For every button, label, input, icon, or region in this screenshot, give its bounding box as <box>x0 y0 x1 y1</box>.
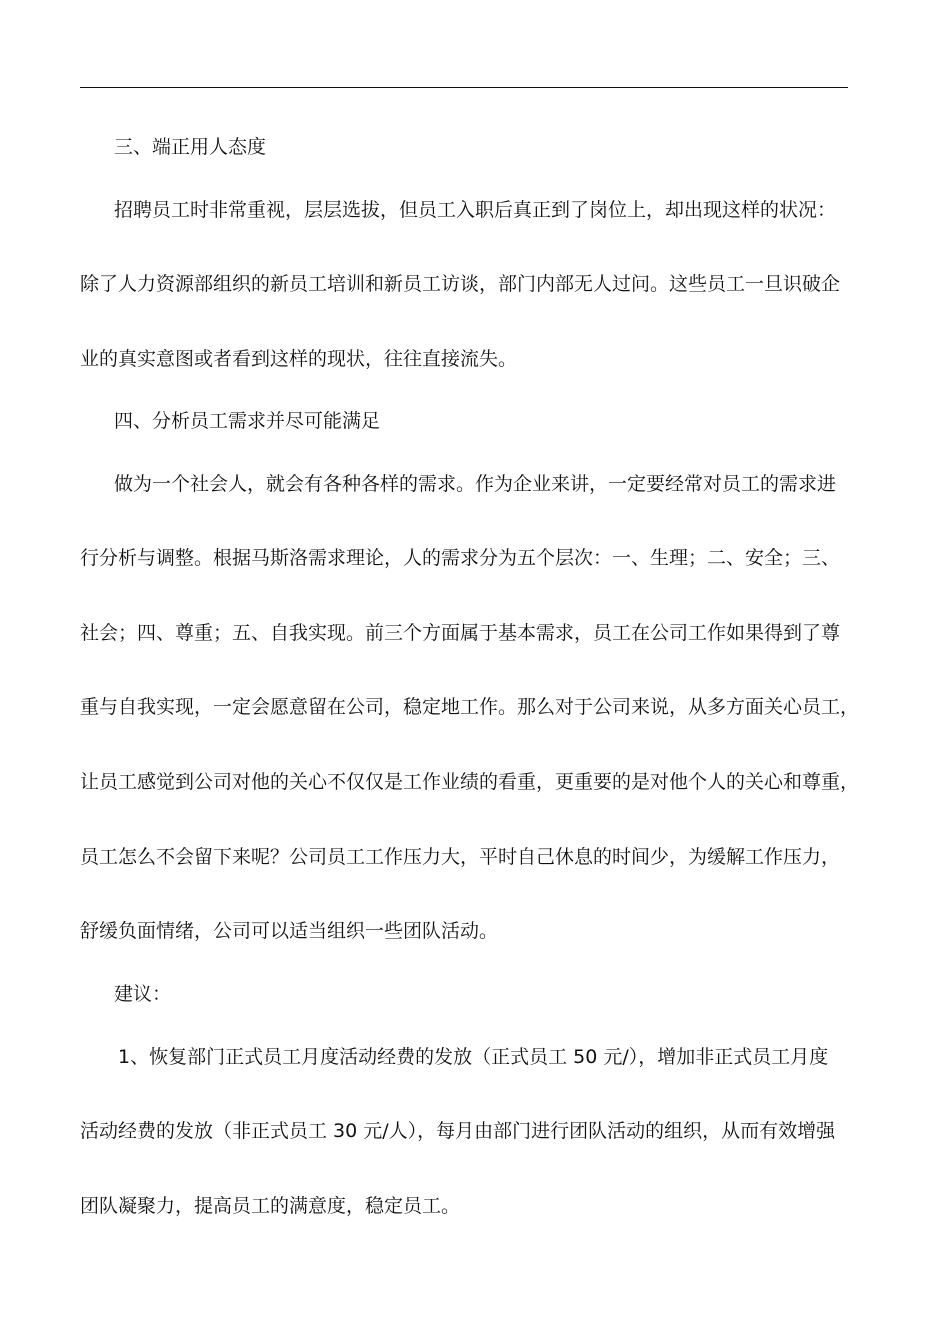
suggestion-heading: 建议： <box>114 983 172 1005</box>
paragraph-line: 行分析与调整。根据马斯洛需求理论，人的需求分为五个层次：一、生理；二、安全；三、 <box>80 547 841 569</box>
paragraph-line: 让员工感觉到公司对他的关心不仅仅是工作业绩的看重，更重要的是对他个人的关心和尊重， <box>80 771 860 793</box>
section-heading-4: 四、分析员工需求并尽可能满足 <box>114 410 381 432</box>
paragraph-line: 员工怎么不会留下来呢？公司员工工作压力大，平时自己休息的时间少，为缓解工作压力， <box>80 846 841 868</box>
paragraph-line: 招聘员工时非常重视，层层选拔，但员工入职后真正到了岗位上，却出现这样的状况： <box>114 199 837 221</box>
paragraph-line: 活动经费的发放（非正式员工 30 元/人），每月由部门进行团队活动的组织，从而有效增强 <box>80 1120 836 1142</box>
paragraph-line: 做为一个社会人，就会有各种各样的需求。作为企业来讲，一定要经常对员工的需求进 <box>114 473 837 495</box>
paragraph-line: 业的真实意图或者看到这样的现状，往往直接流失。 <box>80 348 518 370</box>
paragraph-line: 团队凝聚力，提高员工的满意度，稳定员工。 <box>80 1195 461 1217</box>
paragraph-line: 除了人力资源部组织的新员工培训和新员工访谈，部门内部无人过问。这些员工一旦识破企 <box>80 273 841 295</box>
paragraph-line: 社会；四、尊重；五、自我实现。前三个方面属于基本需求，员工在公司工作如果得到了尊 <box>80 622 841 644</box>
header-rule <box>80 87 848 88</box>
section-heading-3: 三、端正用人态度 <box>114 136 267 158</box>
paragraph-line: 1、恢复部门正式员工月度活动经费的发放（正式员工 50 元/），增加非正式员工月度 <box>118 1046 829 1068</box>
paragraph-line: 舒缓负面情绪，公司可以适当组织一些团队活动。 <box>80 920 499 942</box>
paragraph-line: 重与自我实现，一定会愿意留在公司，稳定地工作。那么对于公司来说，从多方面关心员工， <box>80 696 860 718</box>
